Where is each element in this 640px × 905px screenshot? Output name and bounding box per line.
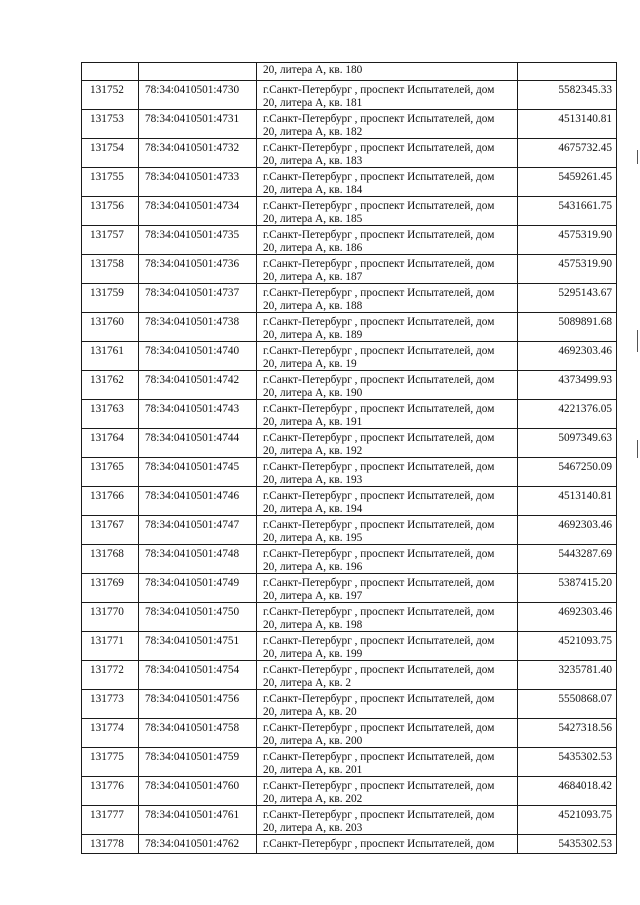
scan-edge-mark xyxy=(637,440,638,458)
cadastral-number-cell: 78:34:0410501:4750 xyxy=(139,603,257,632)
address-cell xyxy=(257,719,518,748)
value-cell: 4521093.75 xyxy=(518,632,617,661)
address-cell xyxy=(257,632,518,661)
value-cell: 4692303.46 xyxy=(518,603,617,632)
cadastral-number-cell: 78:34:0410501:4761 xyxy=(139,806,257,835)
address-line: 20, литера А, кв. 182 xyxy=(263,125,363,138)
table-row xyxy=(82,110,617,139)
table-row xyxy=(82,777,617,806)
address-line: г.Санкт-Петербург , проспект Испытателей, дом xyxy=(263,751,495,763)
address-line: г.Санкт-Петербург , проспект Испытателей, дом xyxy=(263,606,495,618)
row-id-cell: 131768 xyxy=(82,545,139,574)
address-line: г.Санкт-Петербург , проспект Испытателей, дом xyxy=(263,258,495,270)
address-line: г.Санкт-Петербург , проспект Испытателей, дом xyxy=(263,374,495,386)
cadastral-number-cell: 78:34:0410501:4748 xyxy=(139,545,257,574)
cadastral-number-cell: 78:34:0410501:4746 xyxy=(139,487,257,516)
address-cell xyxy=(257,371,518,400)
row-id-cell: 131777 xyxy=(82,806,139,835)
cadastral-number-cell: 78:34:0410501:4740 xyxy=(139,342,257,371)
cadastral-number-cell: 78:34:0410501:4744 xyxy=(139,429,257,458)
address-line: г.Санкт-Петербург , проспект Испытателей, дом xyxy=(263,461,495,473)
address-cell xyxy=(257,545,518,574)
address-line: г.Санкт-Петербург , проспект Испытателей, дом xyxy=(263,838,495,850)
value-cell: 5582345.33 xyxy=(518,81,617,110)
row-id-cell: 131754 xyxy=(82,139,139,168)
address-cell xyxy=(257,806,518,835)
row-id-cell: 131760 xyxy=(82,313,139,342)
value-cell: 5435302.53 xyxy=(518,748,617,777)
table-row xyxy=(82,458,617,487)
cadastral-number-cell: 78:34:0410501:4731 xyxy=(139,110,257,139)
row-id-cell: 131755 xyxy=(82,168,139,197)
table-row xyxy=(82,429,617,458)
address-line: г.Санкт-Петербург , проспект Испытателей, дом xyxy=(263,432,495,444)
address-line: 20, литера А, кв. 186 xyxy=(263,241,363,254)
value-cell: 4692303.46 xyxy=(518,516,617,545)
address-line: 20, литера А, кв. 185 xyxy=(263,212,363,225)
table-row xyxy=(82,81,617,110)
row-id-cell xyxy=(82,63,139,81)
cadastral-number-cell: 78:34:0410501:4745 xyxy=(139,458,257,487)
row-id-cell: 131776 xyxy=(82,777,139,806)
row-id-cell: 131778 xyxy=(82,835,139,854)
cadastral-number-cell: 78:34:0410501:4749 xyxy=(139,574,257,603)
address-line: 20, литера А, кв. 201 xyxy=(263,763,363,776)
cadastral-number-cell: 78:34:0410501:4751 xyxy=(139,632,257,661)
table-row xyxy=(82,197,617,226)
row-id-cell: 131767 xyxy=(82,516,139,545)
cadastral-number-cell: 78:34:0410501:4735 xyxy=(139,226,257,255)
address-line: г.Санкт-Петербург , проспект Испытателей, дом xyxy=(263,345,495,357)
value-cell: 5387415.20 xyxy=(518,574,617,603)
cadastral-number-cell: 78:34:0410501:4737 xyxy=(139,284,257,313)
table-row xyxy=(82,806,617,835)
row-id-cell: 131774 xyxy=(82,719,139,748)
address-cell xyxy=(257,690,518,719)
address-cell xyxy=(257,748,518,777)
value-cell: 4684018.42 xyxy=(518,777,617,806)
row-id-cell: 131763 xyxy=(82,400,139,429)
table-row xyxy=(82,400,617,429)
row-id-cell: 131752 xyxy=(82,81,139,110)
value-cell: 5089891.68 xyxy=(518,313,617,342)
value-cell: 5427318.56 xyxy=(518,719,617,748)
row-id-cell: 131772 xyxy=(82,661,139,690)
cadastral-number-cell: 78:34:0410501:4747 xyxy=(139,516,257,545)
cadastral-number-cell: 78:34:0410501:4754 xyxy=(139,661,257,690)
address-cell xyxy=(257,400,518,429)
address-cell xyxy=(257,255,518,284)
address-cell xyxy=(257,574,518,603)
address-cell xyxy=(257,487,518,516)
table-row xyxy=(82,63,617,81)
address-line: г.Санкт-Петербург , проспект Испытателей, дом xyxy=(263,490,495,502)
value-cell: 5435302.53 xyxy=(518,835,617,854)
row-id-cell: 131761 xyxy=(82,342,139,371)
row-id-cell: 131766 xyxy=(82,487,139,516)
table-row xyxy=(82,574,617,603)
address-cell xyxy=(257,197,518,226)
table-row xyxy=(82,719,617,748)
value-cell: 4513140.81 xyxy=(518,487,617,516)
cadastral-number-cell xyxy=(139,63,257,81)
address-cell xyxy=(257,284,518,313)
row-id-cell: 131775 xyxy=(82,748,139,777)
address-line: г.Санкт-Петербург , проспект Испытателей, дом xyxy=(263,287,495,299)
address-line: 20, литера А, кв. 19 xyxy=(263,357,357,370)
table-row xyxy=(82,168,617,197)
table-row xyxy=(82,545,617,574)
value-cell: 4692303.46 xyxy=(518,342,617,371)
address-line: 20, литера А, кв. 194 xyxy=(263,502,363,515)
address-line: г.Санкт-Петербург , проспект Испытателей, дом xyxy=(263,403,495,415)
address-cell xyxy=(257,226,518,255)
address-line: 20, литера А, кв. 195 xyxy=(263,531,363,544)
address-line: 20, литера А, кв. 197 xyxy=(263,589,363,602)
table-row xyxy=(82,632,617,661)
address-line: г.Санкт-Петербург , проспект Испытателей, дом xyxy=(263,229,495,241)
address-line: г.Санкт-Петербург , проспект Испытателей, дом xyxy=(263,577,495,589)
cadastral-number-cell: 78:34:0410501:4733 xyxy=(139,168,257,197)
value-cell: 4373499.93 xyxy=(518,371,617,400)
address-cell xyxy=(257,777,518,806)
cadastral-number-cell: 78:34:0410501:4738 xyxy=(139,313,257,342)
address-line: г.Санкт-Петербург , проспект Испытателей, дом xyxy=(263,200,495,212)
property-registry-table xyxy=(81,62,617,854)
address-line: г.Санкт-Петербург , проспект Испытателей, дом xyxy=(263,113,495,125)
value-cell: 4513140.81 xyxy=(518,110,617,139)
cadastral-number-cell: 78:34:0410501:4760 xyxy=(139,777,257,806)
cadastral-number-cell: 78:34:0410501:4758 xyxy=(139,719,257,748)
address-line: 20, литера А, кв. 191 xyxy=(263,415,363,428)
address-line: 20, литера А, кв. 200 xyxy=(263,734,363,747)
address-line: г.Санкт-Петербург , проспект Испытателей, дом xyxy=(263,142,495,154)
row-id-cell: 131762 xyxy=(82,371,139,400)
address-cell xyxy=(257,661,518,690)
address-line: 20, литера А, кв. 20 xyxy=(263,705,357,718)
value-cell: 5459261.45 xyxy=(518,168,617,197)
address-line: г.Санкт-Петербург , проспект Испытателей, дом xyxy=(263,548,495,560)
row-id-cell: 131771 xyxy=(82,632,139,661)
address-cell xyxy=(257,168,518,197)
table-row xyxy=(82,255,617,284)
address-line: г.Санкт-Петербург , проспект Испытателей, дом xyxy=(263,780,495,792)
table-row xyxy=(82,835,617,854)
value-cell: 4521093.75 xyxy=(518,806,617,835)
address-cell xyxy=(257,835,518,854)
cadastral-number-cell: 78:34:0410501:4759 xyxy=(139,748,257,777)
value-cell: 4575319.90 xyxy=(518,226,617,255)
scan-edge-mark xyxy=(637,330,638,352)
row-id-cell: 131753 xyxy=(82,110,139,139)
address-line: 20, литера А, кв. 190 xyxy=(263,386,363,399)
address-cell xyxy=(257,342,518,371)
address-cell xyxy=(257,516,518,545)
address-line: г.Санкт-Петербург , проспект Испытателей, дом xyxy=(263,84,495,96)
address-cell xyxy=(257,81,518,110)
address-line: 20, литера А, кв. 196 xyxy=(263,560,363,573)
table-row xyxy=(82,313,617,342)
value-cell: 5467250.09 xyxy=(518,458,617,487)
value-cell xyxy=(518,63,617,81)
table-row xyxy=(82,748,617,777)
table-row xyxy=(82,487,617,516)
address-line: г.Санкт-Петербург , проспект Испытателей, дом xyxy=(263,635,495,647)
value-cell: 5443287.69 xyxy=(518,545,617,574)
address-line: 20, литера А, кв. 183 xyxy=(263,154,363,167)
address-line: 20, литера А, кв. 202 xyxy=(263,792,363,805)
cadastral-number-cell: 78:34:0410501:4762 xyxy=(139,835,257,854)
table-row xyxy=(82,516,617,545)
address-line: 20, литера А, кв. 189 xyxy=(263,328,363,341)
table-row xyxy=(82,226,617,255)
address-cell xyxy=(257,458,518,487)
address-line: г.Санкт-Петербург , проспект Испытателей, дом xyxy=(263,693,495,705)
row-id-cell: 131758 xyxy=(82,255,139,284)
address-line: г.Санкт-Петербург , проспект Испытателей, дом xyxy=(263,722,495,734)
table-row xyxy=(82,342,617,371)
address-line: г.Санкт-Петербург , проспект Испытателей, дом xyxy=(263,316,495,328)
value-cell: 4221376.05 xyxy=(518,400,617,429)
address-line: 20, литера А, кв. 2 xyxy=(263,676,351,689)
address-line: 20, литера А, кв. 193 xyxy=(263,473,363,486)
row-id-cell: 131764 xyxy=(82,429,139,458)
address-line: 20, литера А, кв. 188 xyxy=(263,299,363,312)
value-cell: 4675732.45 xyxy=(518,139,617,168)
value-cell: 5550868.07 xyxy=(518,690,617,719)
address-cell xyxy=(257,313,518,342)
table-row xyxy=(82,284,617,313)
cadastral-number-cell: 78:34:0410501:4743 xyxy=(139,400,257,429)
address-line: 20, литера А, кв. 180 xyxy=(263,64,363,76)
cadastral-number-cell: 78:34:0410501:4730 xyxy=(139,81,257,110)
address-cell xyxy=(257,110,518,139)
scan-edge-mark xyxy=(637,150,638,164)
row-id-cell: 131765 xyxy=(82,458,139,487)
address-line: г.Санкт-Петербург , проспект Испытателей, дом xyxy=(263,171,495,183)
value-cell: 3235781.40 xyxy=(518,661,617,690)
address-line: 20, литера А, кв. 198 xyxy=(263,618,363,631)
address-line: 20, литера А, кв. 181 xyxy=(263,96,363,109)
row-id-cell: 131757 xyxy=(82,226,139,255)
table-body xyxy=(82,63,617,854)
table-row xyxy=(82,139,617,168)
address-line: г.Санкт-Петербург , проспект Испытателей, дом xyxy=(263,809,495,821)
address-cell xyxy=(257,429,518,458)
address-cell xyxy=(257,139,518,168)
row-id-cell: 131769 xyxy=(82,574,139,603)
value-cell: 5431661.75 xyxy=(518,197,617,226)
table-row xyxy=(82,661,617,690)
table-row xyxy=(82,603,617,632)
cadastral-number-cell: 78:34:0410501:4742 xyxy=(139,371,257,400)
table-row xyxy=(82,690,617,719)
row-id-cell: 131770 xyxy=(82,603,139,632)
address-line: 20, литера А, кв. 199 xyxy=(263,647,363,660)
row-id-cell: 131759 xyxy=(82,284,139,313)
address-line: г.Санкт-Петербург , проспект Испытателей, дом xyxy=(263,664,495,676)
row-id-cell: 131773 xyxy=(82,690,139,719)
address-line: г.Санкт-Петербург , проспект Испытателей, дом xyxy=(263,519,495,531)
row-id-cell: 131756 xyxy=(82,197,139,226)
address-line: 20, литера А, кв. 187 xyxy=(263,270,363,283)
value-cell: 5097349.63 xyxy=(518,429,617,458)
value-cell: 4575319.90 xyxy=(518,255,617,284)
table-row xyxy=(82,371,617,400)
address-cell xyxy=(257,63,518,81)
address-cell xyxy=(257,603,518,632)
value-cell: 5295143.67 xyxy=(518,284,617,313)
address-line: 20, литера А, кв. 184 xyxy=(263,183,363,196)
address-line: 20, литера А, кв. 192 xyxy=(263,444,363,457)
cadastral-number-cell: 78:34:0410501:4756 xyxy=(139,690,257,719)
cadastral-number-cell: 78:34:0410501:4734 xyxy=(139,197,257,226)
address-line: 20, литера А, кв. 203 xyxy=(263,821,363,834)
cadastral-number-cell: 78:34:0410501:4732 xyxy=(139,139,257,168)
cadastral-number-cell: 78:34:0410501:4736 xyxy=(139,255,257,284)
